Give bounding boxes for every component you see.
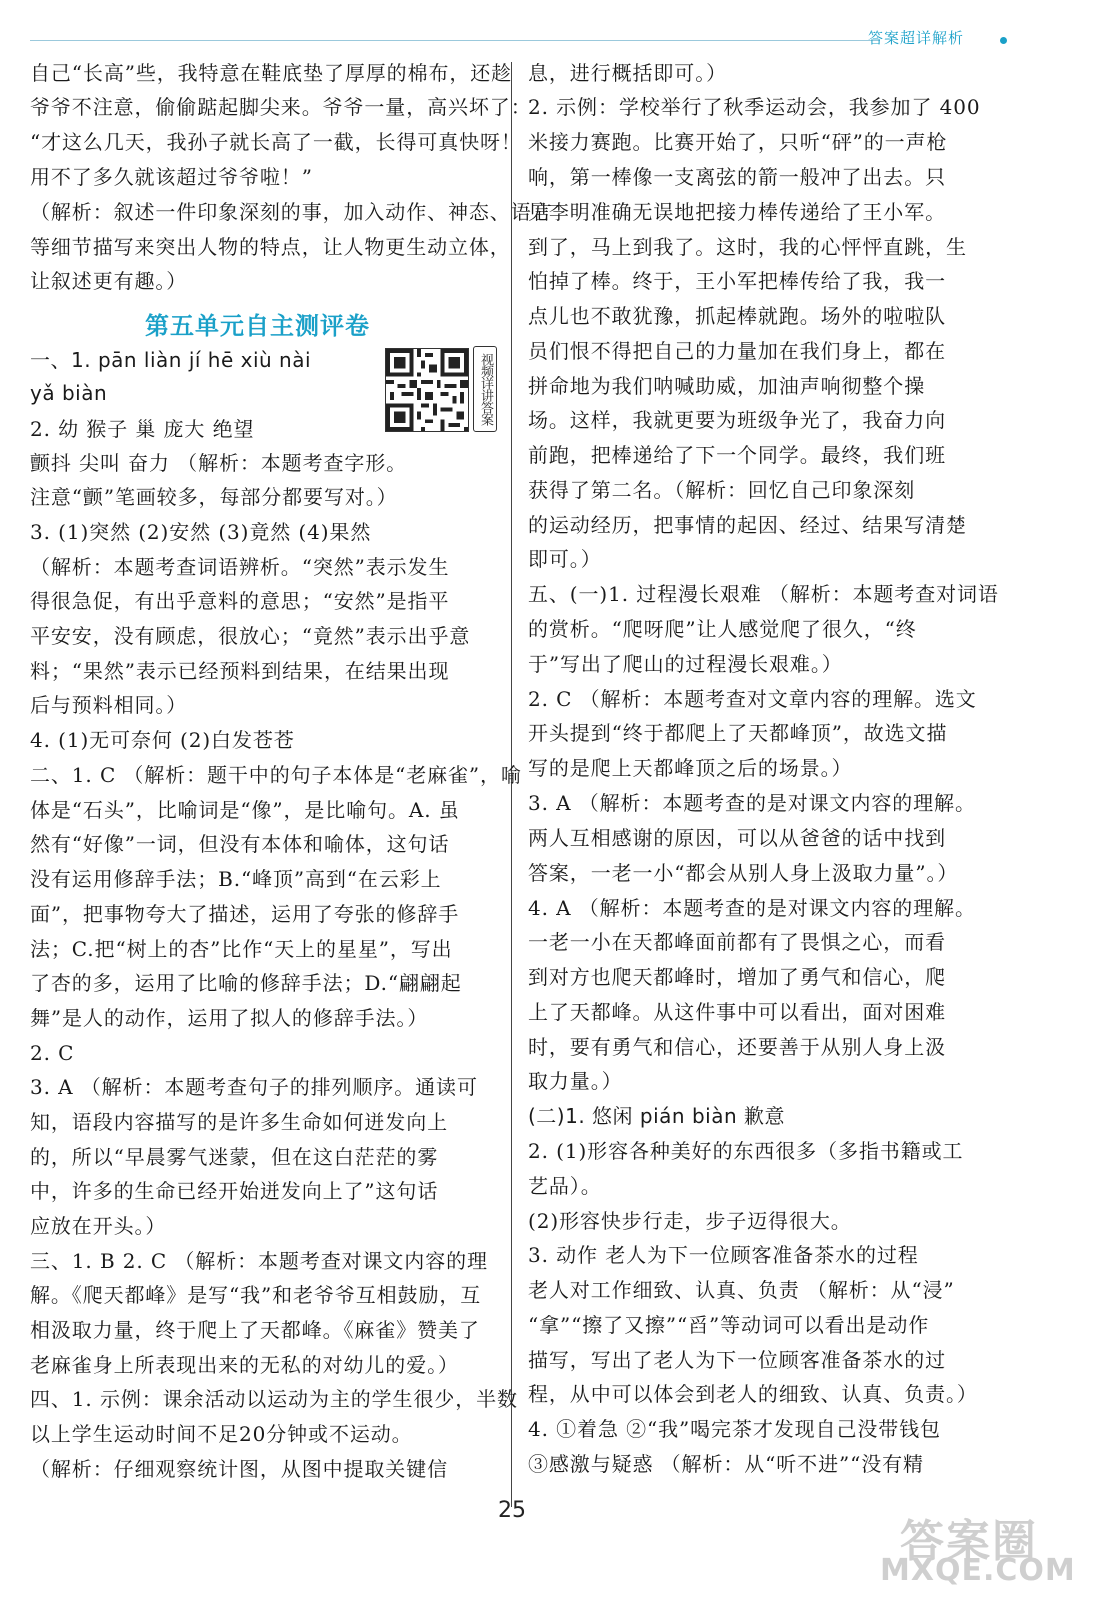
text-line: 4. A （解析：本题考查的是对课文内容的理解。: [528, 896, 976, 920]
text-line: 3. 动作 老人为下一位顾客准备茶水的过程: [528, 1243, 919, 1267]
text-line: 没有运用修辞手法；B.“峰顶”高到“在云彩上: [30, 867, 442, 891]
text-line: 五、(一)1. 过程漫长艰难 （解析：本题考查对词语: [528, 582, 999, 606]
text-line: 一老一小在天都峰面前都有了畏惧之心，而看: [528, 930, 946, 954]
text-line: 写的是爬上天都峰顶之后的场景。）: [528, 756, 853, 780]
text-line: 2. C: [30, 1041, 75, 1065]
text-line: 三、1. B 2. C （解析：本题考查对课文内容的理: [30, 1249, 488, 1273]
header-dot: [1000, 37, 1007, 44]
text-line: (2)形容快步行走，步子迈得很大。: [528, 1209, 852, 1233]
text-line: 相汲取力量，终于爬上了天都峰。《麻雀》赞美了: [30, 1318, 480, 1342]
text-line: 时，要有勇气和信心，还要善于从别人身上汲: [528, 1035, 946, 1059]
watermark-url: MXQE.COM: [880, 1553, 1076, 1588]
header-label: 答案超详解析: [868, 29, 965, 47]
text-line: 的运动经历，把事情的起因、经过、结果写清楚: [528, 513, 967, 537]
text-line: 面”，把事物夸大了描述，运用了夸张的修辞手: [30, 902, 460, 926]
text-line: 得很急促，有出乎意料的意思；“安然”是指平: [30, 589, 450, 613]
text-line: 自己“长高”些，我特意在鞋底垫了厚厚的棉布，还趁: [30, 61, 513, 85]
text-line: 2. C （解析：本题考查对文章内容的理解。选文: [528, 687, 977, 711]
text-line: 了杏的多，运用了比喻的修辞手法；D.“翩翩起: [30, 971, 462, 995]
text-line: 知，语段内容描写的是许多生命如何迸发向上: [30, 1110, 448, 1134]
text-line: 前跑，把棒递给了下一个同学。最终，我们班: [528, 443, 946, 467]
text-line: 即可。）: [528, 547, 602, 571]
text-line: 四、1. 示例：课余活动以运动为主的学生很少，半数: [30, 1387, 518, 1411]
text-line: 然有“好像”一词，但没有本体和喻体，这句话: [30, 832, 450, 856]
text-line: 3. A （解析：本题考查的是对课文内容的理解。: [528, 791, 976, 815]
qr-code-icon[interactable]: [385, 348, 469, 432]
text-line: 中，许多的生命已经开始迸发向上了”这句话: [30, 1179, 439, 1203]
text-line: 米接力赛跑。比赛开始了，只听“砰”的一声枪: [528, 130, 948, 154]
text-line: 注意“颤”笔画较多，每部分都要写对。）: [30, 485, 398, 509]
text-line: 平安安，没有顾虑，很放心；“竟然”表示出乎意: [30, 624, 471, 648]
text-line: 描写，写出了老人为下一位顾客准备茶水的过: [528, 1348, 946, 1372]
text-line: 后与预料相同。）: [30, 693, 188, 717]
text-line: 爷爷不注意，偷偷踮起脚尖来。爷爷一量，高兴坏了：: [30, 95, 532, 119]
text-line: 2. 示例：学校举行了秋季运动会，我参加了 400: [528, 95, 981, 119]
text-line: yǎ biàn: [30, 381, 108, 405]
text-line: 4. ①着急 ②“我”喝完茶才发现自己没带钱包: [528, 1417, 941, 1441]
text-line: 应放在开头。）: [30, 1214, 167, 1238]
text-line: 场。这样，我就更要为班级争光了，我奋力向: [528, 408, 946, 432]
text-line: 法；C.把“树上的杏”比作“天上的星星”，写出: [30, 937, 453, 961]
text-line: 2. (1)形容各种美好的东西很多（多指书籍或工: [528, 1139, 964, 1163]
text-line: 息，进行概括即可。）: [528, 61, 727, 85]
text-line: 程，从中可以体会到老人的细致、认真、负责。）: [528, 1382, 978, 1406]
text-line: （解析：叙述一件印象深刻的事，加入动作、神态、语言: [30, 200, 553, 224]
text-line: 2. 幼 猴子 巢 庞大 绝望: [30, 417, 255, 441]
text-line: 的赏析。“爬呀爬”让人感觉爬了很久，“终: [528, 617, 917, 641]
text-line: 舞”是人的动作，运用了拟人的修辞手法。）: [30, 1006, 429, 1030]
text-line: 颤抖 尖叫 奋力 （解析：本题考查字形。: [30, 451, 408, 475]
text-line: (二)1. 悠闲 pián biàn 歉意: [528, 1104, 785, 1128]
text-line: 二、1. C （解析：题干中的句子本体是“老麻雀”，喻: [30, 763, 522, 787]
text-line: 拼命地为我们呐喊助威，加油声响彻整个操: [528, 374, 926, 398]
text-line: 两人互相感谢的原因，可以从爸爸的话中找到: [528, 826, 946, 850]
text-line: 响，第一棒像一支离弦的箭一般冲了出去。只: [528, 165, 946, 189]
text-line: （解析：仔细观察统计图，从图中提取关键信: [30, 1457, 448, 1481]
text-line: 点儿也不敢犹豫，抓起棒就跑。场外的啦啦队: [528, 304, 946, 328]
text-line: “拿”“擦了又擦”“舀”等动词可以看出是动作: [528, 1313, 930, 1337]
text-line: ③感激与疑惑 （解析：从“听不进”“没有精: [528, 1452, 924, 1476]
text-line: 取力量。）: [528, 1069, 623, 1093]
text-line: 获得了第二名。（解析：回忆自己印象深刻: [528, 478, 916, 502]
text-line: 老人对工作细致、认真、负责 （解析：从“浸”: [528, 1278, 955, 1302]
text-line: 上了天都峰。从这件事中可以看出，面对困难: [528, 1000, 946, 1024]
watermark-logo: [880, 1505, 1080, 1595]
header-rule: [30, 40, 880, 41]
text-line: 答案，一老一小“都会从别人身上汲取力量”。）: [528, 861, 959, 885]
qr-label: 视频详讲答案: [473, 346, 497, 432]
text-line: 体是“石头”，比喻词是“像”，是比喻句。A. 虽: [30, 798, 460, 822]
section-title: 第五单元自主测评卷: [145, 312, 370, 340]
text-line: 到对方也爬天都峰时，增加了勇气和信心，爬: [528, 965, 946, 989]
text-line: 于”写出了爬山的过程漫长艰难。）: [528, 652, 843, 676]
text-line: 3. A （解析：本题考查句子的排列顺序。通读可: [30, 1075, 478, 1099]
text-line: 等细节描写来突出人物的特点，让人物更生动立体，: [30, 235, 511, 259]
text-line: 用不了多久就该超过爷爷啦！”: [30, 165, 313, 189]
text-line: “才这么几天，我孙子就长高了一截，长得可真快呀！: [30, 130, 522, 154]
text-line: 怕掉了棒。终于，王小军把棒传给了我，我一: [528, 269, 946, 293]
text-line: 开头提到“终于都爬上了天都峰顶”，故选文描: [528, 721, 948, 745]
text-line: （解析：本题考查词语辨析。“突然”表示发生: [30, 555, 450, 579]
text-line: 料；“果然”表示已经预料到结果，在结果出现: [30, 659, 450, 683]
text-line: 艺品）。: [528, 1174, 602, 1198]
text-line: 4. (1)无可奈何 (2)白发苍苍: [30, 728, 295, 752]
text-line: 老麻雀身上所表现出来的无私的对幼儿的爱。）: [30, 1353, 459, 1377]
text-line: 解。《爬天都峰》是写“我”和老爷爷互相鼓励，互: [30, 1283, 482, 1307]
page-number: 25: [498, 1498, 526, 1523]
text-line: 以上学生运动时间不足20分钟或不运动。: [30, 1422, 413, 1446]
text-line: 的，所以“早晨雾气迷蒙，但在这白茫茫的雾: [30, 1145, 439, 1169]
text-line: 3. (1)突然 (2)安然 (3)竟然 (4)果然: [30, 520, 372, 544]
text-line: 员们恨不得把自己的力量加在我们身上，都在: [528, 339, 946, 363]
text-line: 到了，马上到我了。这时，我的心怦怦直跳，生: [528, 235, 967, 259]
text-line: 让叙述更有趣。）: [30, 269, 188, 293]
text-line: 一、1. pān liàn jí hē xiù nài: [30, 348, 312, 372]
watermark-text: 答案圈: [900, 1516, 1038, 1567]
text-line: 见李明准确无误地把接力棒传递给了王小军。: [528, 200, 946, 224]
